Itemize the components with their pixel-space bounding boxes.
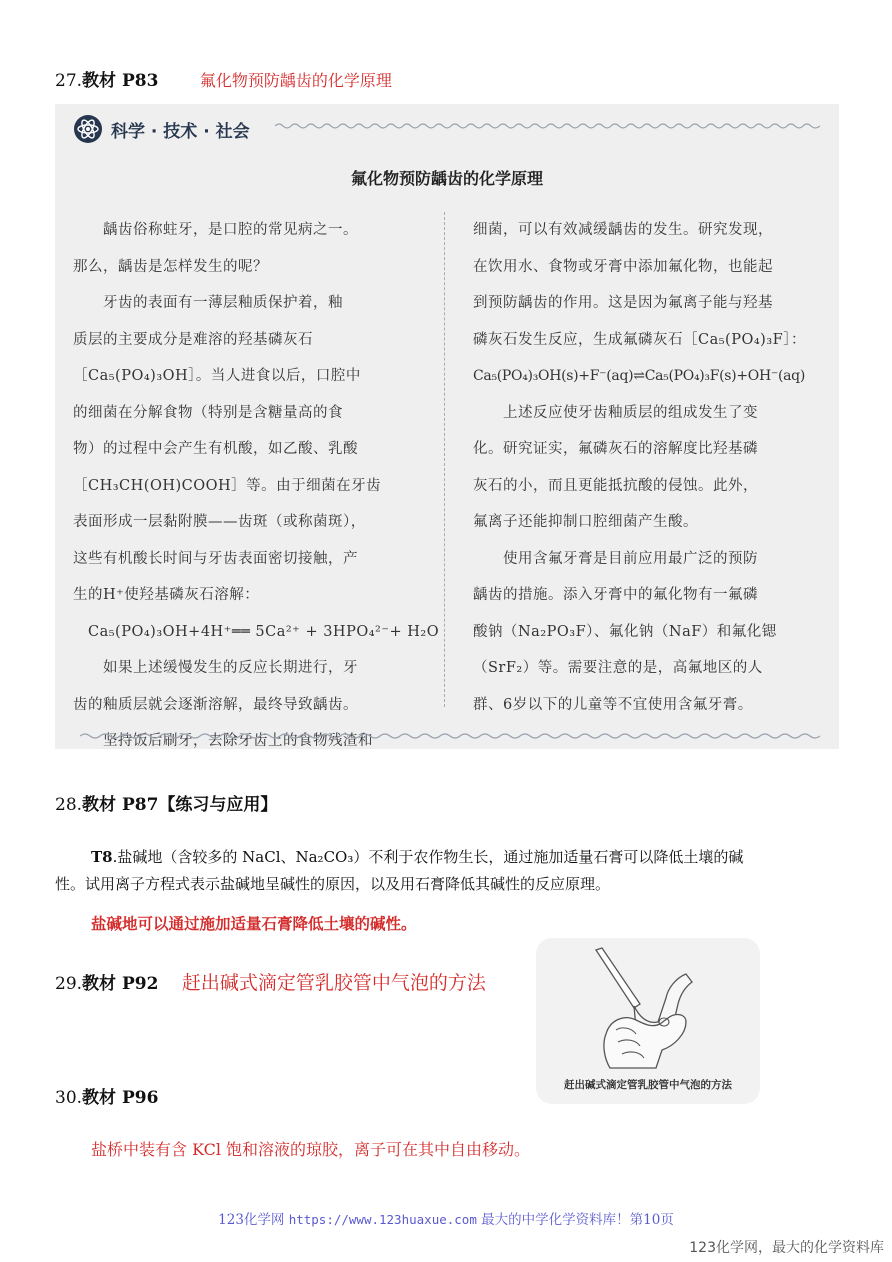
left-line: 这些有机酸长时间与牙齿表面密切接触，产 bbox=[73, 550, 358, 567]
right-line: 在饮用水、食物或牙膏中添加氟化物，也能起 bbox=[473, 258, 773, 275]
right-line: 使用含氟牙膏是目前应用最广泛的预防 bbox=[473, 550, 758, 567]
hand-squeezing-tube-icon bbox=[536, 938, 760, 1078]
section-number: 30. bbox=[55, 1088, 83, 1108]
atom-icon bbox=[73, 114, 103, 144]
left-line: ［CH₃CH(OH)COOH］等。由于细菌在牙齿 bbox=[73, 477, 382, 494]
left-line: 质层的主要成分是难溶的羟基磷灰石 bbox=[73, 331, 313, 348]
left-line: 坚持饭后刷牙，去除牙齿上的食物残渣和 bbox=[73, 733, 373, 749]
t8-line-2: 性。试用离子方程式表示盐碱地呈碱性的原因，以及用石膏降低其碱性的反应原理。 bbox=[55, 875, 611, 893]
section-label: 教材 P96 bbox=[82, 1088, 159, 1108]
t8-prefix: T8 bbox=[91, 848, 113, 866]
t8-line-1 bbox=[55, 844, 845, 871]
t8-text: .盐碱地（含较多的 NaCl、Na₂CO₃）不利于农作物生长，通过施加适量石膏可以降低土壤的碱 bbox=[112, 848, 744, 866]
box-tag-row bbox=[73, 114, 250, 144]
box-title: 氟化物预防龋齿的化学原理 bbox=[350, 169, 543, 188]
right-line: 到预防龋齿的作用。这是因为氟离子能与羟基 bbox=[473, 295, 773, 311]
left-line: 齿的釉质层就会逐渐溶解，最终导致龋齿。 bbox=[73, 696, 358, 713]
right-line: 细菌，可以有效减缓龋齿的发生。研究发现， bbox=[473, 222, 773, 238]
t8-question bbox=[55, 844, 845, 898]
left-line: 生的H⁺使羟基磷灰石溶解： bbox=[73, 587, 260, 603]
wave-divider-bottom bbox=[80, 730, 820, 742]
column-divider bbox=[444, 212, 445, 707]
section-number: 29. bbox=[55, 974, 83, 994]
right-line: 群、6岁以下的儿童等不宜使用含氟牙膏。 bbox=[473, 696, 753, 713]
right-line: 酸钠（Na₂PO₃F）、氟化钠（NaF）和氟化锶 bbox=[473, 623, 777, 640]
right-column bbox=[473, 212, 823, 723]
right-line: 龋齿的措施。添入牙膏中的氟化物有一氟磷 bbox=[473, 587, 758, 603]
equation-dissolution: Ca₅(PO₄)₃OH+4H⁺══ 5Ca²⁺ + 3HPO₄²⁻+ H₂O bbox=[73, 623, 440, 640]
section-number: 27. bbox=[55, 71, 83, 91]
footer-url-link[interactable]: https://www.123huaxue.com bbox=[288, 1212, 477, 1227]
right-line: 磷灰石发生反应，生成氟磷灰石［Ca₅(PO₄)₃F］： bbox=[473, 331, 806, 348]
right-line: 氟离子还能抑制口腔细菌产生酸。 bbox=[473, 514, 698, 530]
section-label: 教材 P83 bbox=[82, 71, 159, 91]
right-line: 上述反应使牙齿釉质层的组成发生了变 bbox=[473, 404, 758, 421]
right-line: 灰石的小，而且更能抵抗酸的侵蚀。此外， bbox=[473, 477, 758, 494]
right-line: 化。研究证实，氟磷灰石的溶解度比羟基磷 bbox=[473, 441, 758, 457]
illustration-caption: 赶出碱式滴定管乳胶管中气泡的方法 bbox=[564, 1079, 732, 1091]
section-topic: 氟化物预防龋齿的化学原理 bbox=[199, 71, 392, 90]
left-line: 牙齿的表面有一薄层釉质保护着，釉 bbox=[73, 295, 343, 311]
box-tag: 科学 · 技术 · 社会 bbox=[111, 121, 250, 142]
section-label: 教材 P92 bbox=[82, 974, 159, 994]
left-line: 龋齿俗称蛀牙，是口腔的常见病之一。 bbox=[73, 222, 358, 238]
section-label: 教材 P87【练习与应用】 bbox=[82, 795, 278, 815]
textbook-excerpt-box bbox=[55, 104, 839, 749]
section-27-heading bbox=[55, 66, 392, 91]
page-footer bbox=[0, 1208, 892, 1228]
section-number: 28. bbox=[55, 795, 83, 815]
footer-site: 123化学网 bbox=[218, 1212, 289, 1228]
left-line: 那么，龋齿是怎样发生的呢？ bbox=[73, 258, 268, 275]
left-line: 表面形成一层黏附膜——齿斑（或称菌斑）， bbox=[73, 514, 366, 530]
salt-bridge-note: 盐桥中装有含 KCl 饱和溶液的琼胶，离子可在其中自由移动。 bbox=[91, 1140, 531, 1159]
section-30-heading bbox=[55, 1083, 158, 1108]
left-column bbox=[73, 212, 440, 760]
t8-answer: 盐碱地可以通过施加适量石膏降低土壤的碱性。 bbox=[91, 914, 417, 933]
left-line: 物）的过程中会产生有机酸，如乙酸、乳酸 bbox=[73, 441, 358, 457]
footer-slogan: 最大的中学化学资料库！第10页 bbox=[476, 1212, 674, 1228]
wave-divider-top bbox=[275, 120, 820, 132]
left-line: 如果上述缓慢发生的反应长期进行，牙 bbox=[73, 660, 358, 676]
section-topic: 赶出碱式滴定管乳胶管中气泡的方法 bbox=[181, 972, 486, 994]
left-line: 的细菌在分解食物（特别是含糖量高的食 bbox=[73, 404, 343, 421]
equation-fluoride: Ca₅(PO₄)₃OH(s)+F⁻(aq)⇌Ca₅(PO₄)₃F(s)+OH⁻(aq) bbox=[473, 368, 805, 384]
section-29-heading bbox=[55, 968, 486, 995]
corner-watermark: 123化学网，最大的化学资料库 bbox=[689, 1240, 884, 1256]
section-28-heading bbox=[55, 790, 277, 815]
right-line: （SrF₂）等。需要注意的是，高氟地区的人 bbox=[473, 660, 763, 676]
burette-bubble-illustration bbox=[536, 938, 760, 1104]
left-line: ［Ca₅(PO₄)₃OH］。当人进食以后，口腔中 bbox=[73, 368, 361, 384]
